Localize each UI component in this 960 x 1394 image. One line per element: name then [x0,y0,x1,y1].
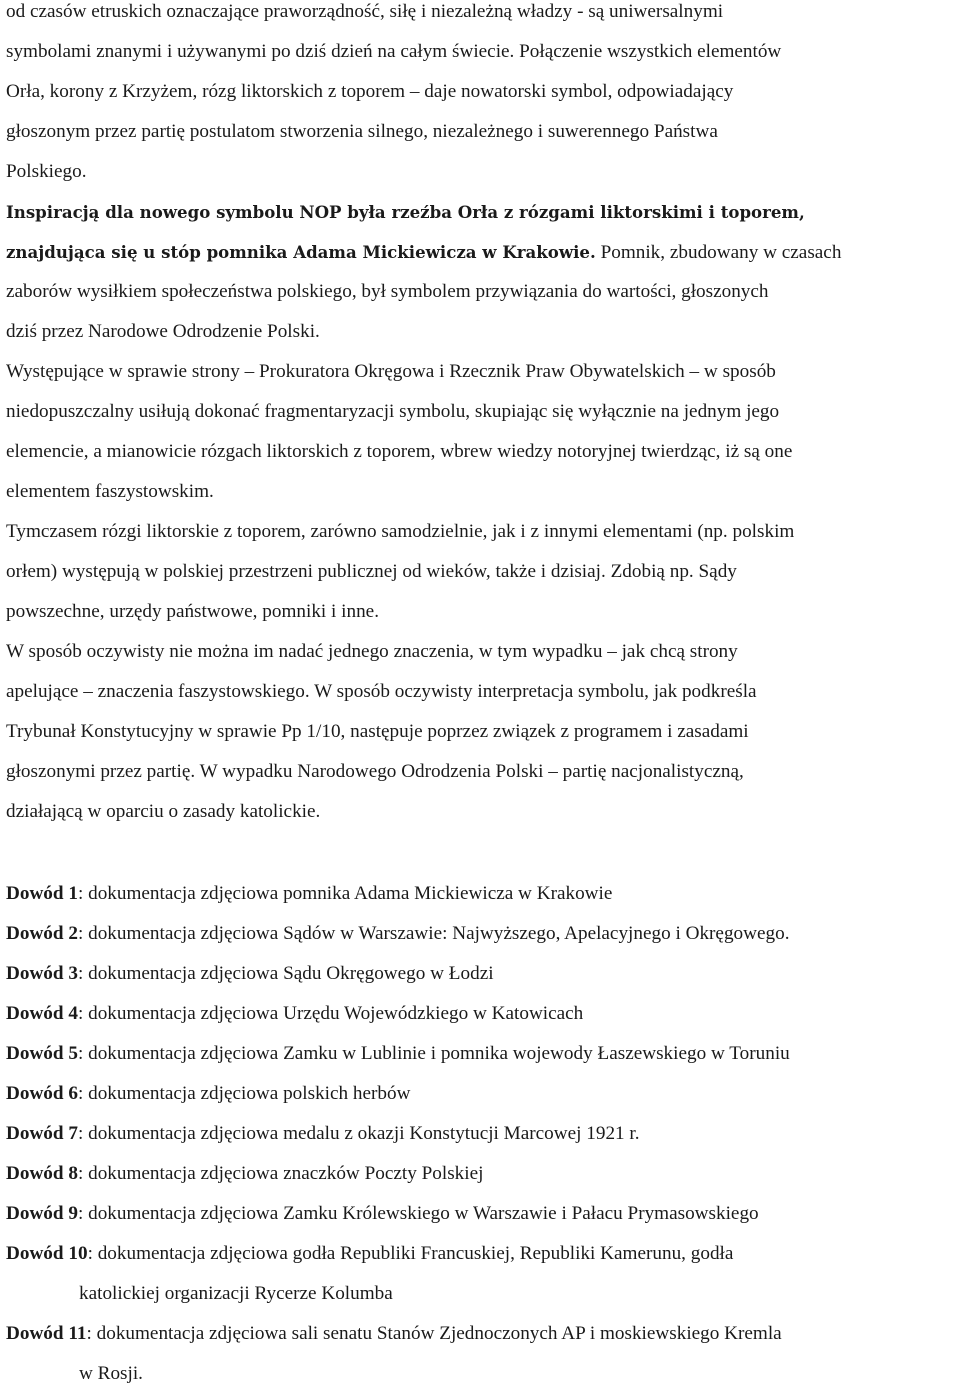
evidence-line [6,1154,956,1194]
evidence-continuation: w Rosji. [79,1363,143,1384]
text-line: Występujące w sprawie strony – Prokuratora Okręgowa i Rzecznik Praw Obywatelskich – w sposób [6,361,776,382]
evidence-item [6,1234,956,1314]
text-line: symbolami znanymi i używanymi po dziś dzień na całym świecie. Połączenie wszystkich elementów [6,41,782,62]
text-line: Polskiego. [6,161,87,182]
evidence-item [6,1154,956,1194]
evidence-label: Dowód 4 [6,1003,78,1024]
evidence-line [6,954,956,994]
text-line: elemencie, a mianowicie rózgach liktorskich z toporem, wbrew wiedzy notoryjnej twierdząc, iż są one [6,441,793,462]
evidence-item [6,994,956,1034]
evidence-line [6,1034,956,1074]
regular-text: Pomnik, zbudowany w czasach [595,242,842,263]
evidence-description: : dokumentacja zdjęciowa Sądów w Warszawie: Najwyższego, Apelacyjnego i Okręgowego. [77,923,790,944]
text-line: orłem) występują w polskiej przestrzeni publicznej od wieków, także i dzisiaj. Zdobią np. Sądy [6,561,737,582]
text-line: głoszonymi przez partię. W wypadku Narodowego Odrodzenia Polski – partię nacjonalistyczną, [6,761,744,782]
evidence-label: Dowód 7 [6,1123,78,1144]
evidence-line [6,994,956,1034]
evidence-label: Dowód 6 [6,1083,78,1104]
text-line: zaborów wysiłkiem społeczeństwa polskiego, był symbolem przywiązania do wartości, głoszonych [6,281,769,302]
text-line: działającą w oparciu o zasady katolickie. [6,801,321,822]
text-line: głoszonym przez partię postulatom stworzenia silnego, niezależnego i suwerennego Państwa [6,121,718,142]
evidence-line [6,1114,956,1154]
evidence-description: : dokumentacja zdjęciowa sali senatu Stanów Zjednoczonych AP i moskiewskiego Kremla [86,1323,782,1344]
bold-text: znajdująca się u stóp pomnika Adama Mickiewicza w Krakowie. [6,242,596,262]
evidence-description: : dokumentacja zdjęciowa Urzędu Wojewódzkiego w Katowicach [77,1003,584,1024]
document-page [6,0,956,1394]
text-line [6,232,956,272]
paragraph-parties [6,352,956,512]
paragraph-public-space [6,512,956,632]
evidence-label: Dowód 5 [6,1043,78,1064]
paragraph-symbol-meaning [6,0,956,192]
paragraph-inspiration [6,192,956,352]
text-line: dziś przez Narodowe Odrodzenie Polski. [6,321,320,342]
evidence-list [6,874,956,1394]
evidence-label: Dowód 9 [6,1203,78,1224]
evidence-item [6,874,956,914]
evidence-item [6,1314,956,1394]
evidence-line [6,1194,956,1234]
text-line: Trybunał Konstytucyjny w sprawie Pp 1/10, następuje poprzez związek z programem i zasadami [6,721,749,742]
evidence-item [6,1034,956,1074]
evidence-description: : dokumentacja zdjęciowa pomnika Adama Mickiewicza w Krakowie [77,883,613,904]
text-line: Tymczasem rózgi liktorskie z toporem, zarówno samodzielnie, jak i z innymi elementami (np. polskim [6,521,795,542]
evidence-item [6,914,956,954]
evidence-label: Dowód 2 [6,923,78,944]
evidence-description: : dokumentacja zdjęciowa Zamku w Lublinie i pomnika wojewody Łaszewskiego w Toruniu [77,1043,790,1064]
evidence-item [6,1114,956,1154]
evidence-description: : dokumentacja zdjęciowa Zamku Królewskiego w Warszawie i Pałacu Prymasowskiego [77,1203,759,1224]
bold-text-line: Inspiracją dla nowego symbolu NOP była rzeźba Orła z rózgami liktorskimi i toporem, [6,202,805,222]
text-line: powszechne, urzędy państwowe, pomniki i inne. [6,601,379,622]
evidence-label: Dowód 3 [6,963,78,984]
evidence-item [6,1074,956,1114]
evidence-item [6,954,956,994]
section-spacer [6,832,956,874]
evidence-label: Dowód 11 [6,1323,87,1344]
evidence-label: Dowód 10 [6,1243,88,1264]
evidence-line [6,1234,956,1274]
evidence-description: : dokumentacja zdjęciowa znaczków Poczty Polskiej [77,1163,484,1184]
text-line: Orła, korony z Krzyżem, rózg liktorskich z toporem – daje nowatorski symbol, odpowiadający [6,81,734,102]
text-line: niedopuszczalny usiłują dokonać fragmentaryzacji symbolu, skupiając się wyłącznie na jednym jego [6,401,780,422]
evidence-line [6,874,956,914]
evidence-description: : dokumentacja zdjęciowa godła Republiki Francuskiej, Republiki Kamerunu, godła [87,1243,734,1264]
text-line: apelujące – znaczenia faszystowskiego. W sposób oczywisty interpretacja symbolu, jak podkreśla [6,681,757,702]
text-line: od czasów etruskich oznaczające praworządność, siłę i niezależną władzy - są uniwersalnymi [6,1,724,22]
text-line: W sposób oczywisty nie można im nadać jednego znaczenia, w tym wypadku – jak chcą strony [6,641,738,662]
text-line: elementem faszystowskim. [6,481,214,502]
evidence-continuation: katolickiej organizacji Rycerze Kolumba [79,1283,393,1304]
evidence-line [6,914,956,954]
paragraph-interpretation [6,632,956,832]
evidence-line [6,1074,956,1114]
evidence-line [6,1314,956,1354]
evidence-item [6,1194,956,1234]
evidence-label: Dowód 8 [6,1163,78,1184]
evidence-description: : dokumentacja zdjęciowa polskich herbów [77,1083,411,1104]
evidence-description: : dokumentacja zdjęciowa medalu z okazji Konstytucji Marcowej 1921 r. [77,1123,640,1144]
evidence-label: Dowód 1 [6,883,78,904]
evidence-description: : dokumentacja zdjęciowa Sądu Okręgowego w Łodzi [77,963,494,984]
